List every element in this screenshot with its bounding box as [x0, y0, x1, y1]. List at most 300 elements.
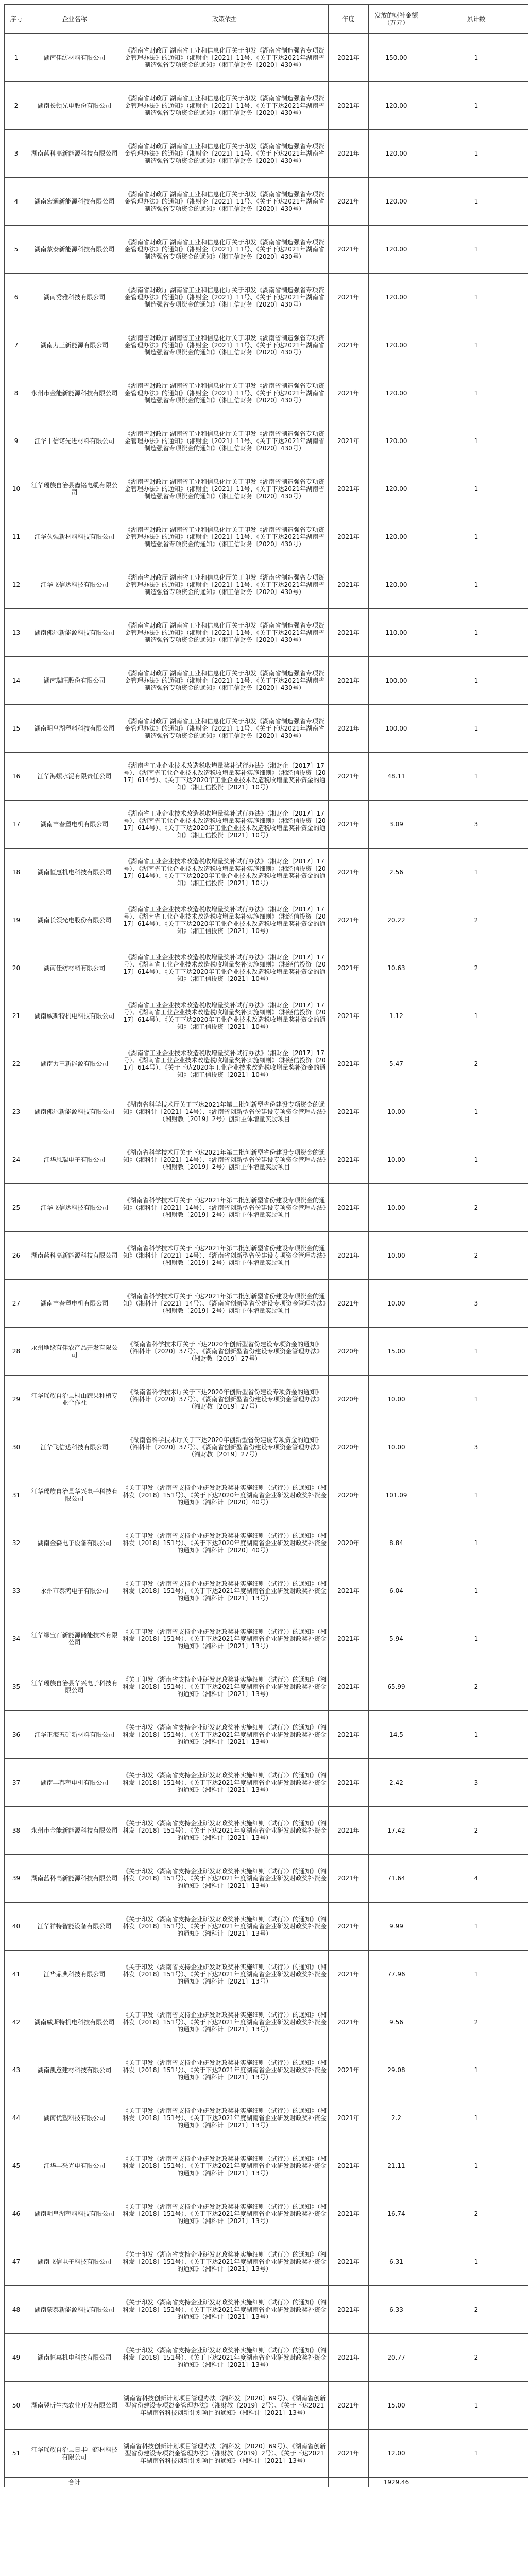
- policy-basis: 《湖南省科学技术厅关于下达2021年第二批创新型省份建设专项资金的通知》（湘科计〔2021〕14号）、《湖南省创新型省份建设专项资金管理办法》（湘财教〔2019〕2号）创新主体增量奖励项目: [121, 1280, 329, 1328]
- subsidy-amount: 10.00: [369, 1280, 424, 1328]
- cumulative-count: 3: [424, 1423, 528, 1471]
- policy-basis: 《湖南省财政厅 湖南省工业和信息化厅关于印发《湖南省制造强省专项资金管理办法》的通知》（湘财企〔2021〕11号、《关于下达2021年湖南省制造强省专项资金的通知》（湘工信财务〔2020〕430号）: [121, 34, 329, 82]
- table-row: [5, 226, 528, 274]
- company-name: 湖南翌昕生态农业开发有限公司: [28, 2382, 121, 2430]
- table-row: [5, 1519, 528, 1567]
- policy-basis: 《湖南省财政厅 湖南省工业和信息化厅关于印发《湖南省制造强省专项资金管理办法》的通知》（湘财企〔2021〕11号、《关于下达2021年湖南省制造强省专项资金的通知》（湘工信财务〔2020〕430号）: [121, 609, 329, 657]
- year: 2021年: [329, 513, 369, 561]
- row-index: 8: [5, 369, 28, 417]
- table-row: [5, 1328, 528, 1376]
- cumulative-count: 1: [424, 130, 528, 178]
- company-name: 湖南丰春塑电机有限公司: [28, 1759, 121, 1807]
- row-index: 9: [5, 417, 28, 465]
- year: 2021年: [329, 178, 369, 226]
- row-index: 48: [5, 2286, 28, 2334]
- subsidy-amount: 1.12: [369, 992, 424, 1040]
- company-name: 湖南明皇湖塑料科技有限公司: [28, 2190, 121, 2238]
- year: 2021年: [329, 2238, 369, 2286]
- subsidy-amount: 16.74: [369, 2190, 424, 2238]
- cumulative-count: 2: [424, 1663, 528, 1711]
- cumulative-count: 1: [424, 753, 528, 801]
- subsidy-amount: 120.00: [369, 417, 424, 465]
- row-index: 3: [5, 130, 28, 178]
- policy-basis: 《关于印发〈湖南省支持企业研发财政奖补实施细则（试行）〉的通知》（湘科发〔2018〕151号）、《关于下达2021年度湖南省企业研发财政奖补资金的通知》（湘科计〔2021〕13号）: [121, 1951, 329, 1998]
- subsidy-amount: 100.00: [369, 705, 424, 753]
- row-index: 5: [5, 226, 28, 274]
- year: 2021年: [329, 1136, 369, 1184]
- company-name: 湖南力王新能源有限公司: [28, 1040, 121, 1088]
- table-row: [5, 1951, 528, 1998]
- row-index: 43: [5, 2046, 28, 2094]
- subsidy-amount: 9.56: [369, 1998, 424, 2046]
- cumulative-count: 1: [424, 321, 528, 369]
- company-name: 江华飞信达科技有限公司: [28, 1423, 121, 1471]
- subsidy-amount: 65.99: [369, 1663, 424, 1711]
- year: 2021年: [329, 1567, 369, 1615]
- table-body: [5, 34, 528, 2478]
- policy-basis: 《湖南省工业企业技术改造税收增量奖补试行办法》（湘财企〔2017〕17号）、《湖南省工业企业技术改造税收增量奖补实施细则》（湘经信投资〔2017〕614号）、《关于下达2020年工业企业技术改造税收增量奖补资金的通知》（湘工信投资〔2021〕10号）: [121, 849, 329, 896]
- company-name: 湖南威斯特机电科技有限公司: [28, 992, 121, 1040]
- policy-basis: 《关于印发〈湖南省支持企业研发财政奖补实施细则（试行）〉的通知》（湘科发〔2018〕151号）、《关于下达2020年度湖南省企业研发财政奖补资金的通知》（湘科计〔2020〕40号）: [121, 1471, 329, 1519]
- row-index: 4: [5, 178, 28, 226]
- row-index: 34: [5, 1615, 28, 1663]
- table-row: [5, 1998, 528, 2046]
- company-name: 湖南丰春塑电机有限公司: [28, 801, 121, 849]
- policy-basis: 《湖南省财政厅 湖南省工业和信息化厅关于印发《湖南省制造强省专项资金管理办法》的通知》（湘财企〔2021〕11号、《关于下达2021年湖南省制造强省专项资金的通知》（湘工信财务〔2020〕430号）: [121, 130, 329, 178]
- cumulative-count: 1: [424, 465, 528, 513]
- cumulative-count: 2: [424, 2286, 528, 2334]
- subsidy-amount: 71.64: [369, 1855, 424, 1903]
- cumulative-count: 1: [424, 1328, 528, 1376]
- year: 2021年: [329, 417, 369, 465]
- table-row: [5, 178, 528, 226]
- company-name: 江华正海五矿新材料有限公司: [28, 1711, 121, 1759]
- year: 2021年: [329, 1232, 369, 1280]
- row-index: 50: [5, 2382, 28, 2430]
- total-basis-cell: [121, 2478, 329, 2487]
- table-row: [5, 1807, 528, 1855]
- row-index: 15: [5, 705, 28, 753]
- subsidy-amount: 15.00: [369, 2382, 424, 2430]
- company-name: 湖南蒙泰新能源科技有限公司: [28, 226, 121, 274]
- year: 2021年: [329, 657, 369, 705]
- table-row: [5, 944, 528, 992]
- year: 2021年: [329, 753, 369, 801]
- year: 2021年: [329, 2430, 369, 2478]
- cumulative-count: 1: [424, 1088, 528, 1136]
- cumulative-count: 1: [424, 1567, 528, 1615]
- subsidy-amount: 120.00: [369, 513, 424, 561]
- row-index: 26: [5, 1232, 28, 1280]
- table-row: [5, 417, 528, 465]
- header-row: [5, 5, 528, 34]
- subsidy-amount: 17.42: [369, 1807, 424, 1855]
- table-row: [5, 705, 528, 753]
- year: 2021年: [329, 130, 369, 178]
- table-row: [5, 561, 528, 609]
- subsidy-amount: 100.00: [369, 657, 424, 705]
- cumulative-count: 1: [424, 226, 528, 274]
- year: 2021年: [329, 1615, 369, 1663]
- cumulative-count: 2: [424, 1040, 528, 1088]
- year: 2021年: [329, 1759, 369, 1807]
- cumulative-count: 1: [424, 513, 528, 561]
- cumulative-count: 1: [424, 82, 528, 130]
- policy-basis: 《湖南省科学技术厅关于下达2020年创新型省份建设专项资金的通知》（湘科计〔2020〕37号）、《湖南省创新型省份建设专项资金管理办法》（湘财教〔2019〕27号）: [121, 1376, 329, 1423]
- policy-basis: 《关于印发〈湖南省支持企业研发财政奖补实施细则（试行）〉的通知》（湘科发〔2018〕151号）、《关于下达2021年度湖南省企业研发财政奖补资金的通知》（湘科计〔2021〕13号）: [121, 1567, 329, 1615]
- table-row: [5, 82, 528, 130]
- year: 2021年: [329, 849, 369, 896]
- year: 2021年: [329, 2046, 369, 2094]
- total-row: [5, 2478, 528, 2487]
- table-row: [5, 2286, 528, 2334]
- company-name: 江华瑶族自治县日丰中药材科技有限公司: [28, 2430, 121, 2478]
- row-index: 46: [5, 2190, 28, 2238]
- row-index: 51: [5, 2430, 28, 2478]
- company-name: 湖南明皇湖塑料科技有限公司: [28, 705, 121, 753]
- subsidy-amount: 2.56: [369, 849, 424, 896]
- company-name: 江华绿宝石新能源储能技术有限公司: [28, 1615, 121, 1663]
- company-name: 江华瑶族自治县华兴电子科技有限公司: [28, 1663, 121, 1711]
- year: 2021年: [329, 2286, 369, 2334]
- policy-basis: 《湖南省工业企业技术改造税收增量奖补试行办法》（湘财企〔2017〕17号）、《湖南省工业企业技术改造税收增量奖补实施细则》（湘经信投资〔2017〕614号）、《关于下达2020年工业企业技术改造税收增量奖补资金的通知》（湘工信投资〔2021〕10号）: [121, 992, 329, 1040]
- cumulative-count: 1: [424, 2430, 528, 2478]
- cumulative-count: 2: [424, 1232, 528, 1280]
- cumulative-count: 2: [424, 2334, 528, 2382]
- table-row: [5, 1232, 528, 1280]
- table-row: [5, 369, 528, 417]
- total-count-cell: [424, 2478, 528, 2487]
- company-name: 湖南佛尔新能源科技有限公司: [28, 609, 121, 657]
- company-name: 江华飞信达科技有限公司: [28, 561, 121, 609]
- year: 2021年: [329, 274, 369, 321]
- cumulative-count: 1: [424, 2382, 528, 2430]
- year: 2020年: [329, 1471, 369, 1519]
- cumulative-count: 1: [424, 561, 528, 609]
- header-year: 年度: [329, 5, 369, 34]
- cumulative-count: 1: [424, 1376, 528, 1423]
- table-row: [5, 657, 528, 705]
- subsidy-amount: 10.63: [369, 944, 424, 992]
- company-name: 湖南恒惠机电科技有限公司: [28, 849, 121, 896]
- year: 2021年: [329, 1998, 369, 2046]
- cumulative-count: 1: [424, 849, 528, 896]
- company-name: 湖南力王新能源有限公司: [28, 321, 121, 369]
- row-index: 45: [5, 2142, 28, 2190]
- cumulative-count: 1: [424, 992, 528, 1040]
- year: 2021年: [329, 321, 369, 369]
- cumulative-count: 2: [424, 1998, 528, 2046]
- subsidy-amount: 120.00: [369, 465, 424, 513]
- table-row: [5, 1855, 528, 1903]
- row-index: 11: [5, 513, 28, 561]
- company-name: 江华瑶族自治县鑫铭电缆有限公司: [28, 465, 121, 513]
- company-name: 湖南瑞旺股份有限公司: [28, 657, 121, 705]
- row-index: 17: [5, 801, 28, 849]
- row-index: 49: [5, 2334, 28, 2382]
- total-label: 合计: [28, 2478, 121, 2487]
- cumulative-count: 1: [424, 274, 528, 321]
- policy-basis: 《湖南省财政厅 湖南省工业和信息化厅关于印发《湖南省制造强省专项资金管理办法》的通知》（湘财企〔2021〕11号、《关于下达2021年湖南省制造强省专项资金的通知》（湘工信财务〔2020〕430号）: [121, 226, 329, 274]
- row-index: 30: [5, 1423, 28, 1471]
- subsidy-amount: 8.84: [369, 1519, 424, 1567]
- year: 2021年: [329, 1951, 369, 1998]
- subsidy-amount: 10.00: [369, 1088, 424, 1136]
- row-index: 33: [5, 1567, 28, 1615]
- policy-basis: 《关于印发〈湖南省支持企业研发财政奖补实施细则（试行）〉的通知》（湘科发〔2018〕151号）、《关于下达2021年度湖南省企业研发财政奖补资金的通知》（湘科计〔2021〕13号）: [121, 1903, 329, 1951]
- company-name: 永州市金能新能源科技有限公司: [28, 1807, 121, 1855]
- table-row: [5, 1040, 528, 1088]
- header-amount: 发放的财补金额（万元）: [369, 5, 424, 34]
- year: 2021年: [329, 1663, 369, 1711]
- table-row: [5, 34, 528, 82]
- policy-basis: 《湖南省财政厅 湖南省工业和信息化厅关于印发《湖南省制造强省专项资金管理办法》的通知》（湘财企〔2021〕11号、《关于下达2021年湖南省制造强省专项资金的通知》（湘工信财务〔2020〕430号）: [121, 561, 329, 609]
- cumulative-count: 2: [424, 944, 528, 992]
- subsidy-amount: 150.00: [369, 34, 424, 82]
- company-name: 湖南蓝科高新能源科技有限公司: [28, 1855, 121, 1903]
- table-row: [5, 2142, 528, 2190]
- year: 2021年: [329, 369, 369, 417]
- policy-basis: 《湖南省财政厅 湖南省工业和信息化厅关于印发《湖南省制造强省专项资金管理办法》的通知》（湘财企〔2021〕11号、《关于下达2021年湖南省制造强省专项资金的通知》（湘工信财务〔2020〕430号）: [121, 178, 329, 226]
- subsidy-amount: 77.96: [369, 1951, 424, 1998]
- table-row: [5, 2430, 528, 2478]
- cumulative-count: 1: [424, 1951, 528, 1998]
- row-index: 18: [5, 849, 28, 896]
- subsidy-amount: 120.00: [369, 561, 424, 609]
- cumulative-count: 1: [424, 1615, 528, 1663]
- year: 2021年: [329, 944, 369, 992]
- policy-basis: 湖南省科技创新计划项目管理办法（湘科发〔2020〕69号）、《湖南省创新型省份建设专项资金管理办法》（湘财教〔2019〕2号）、《关于下达2021年湖南省科技创新计划项目的通知》（湘科计〔2021〕13号）: [121, 2430, 329, 2478]
- year: 2021年: [329, 1184, 369, 1232]
- subsidy-amount: 12.00: [369, 2430, 424, 2478]
- company-name: 湖南丰春塑电机有限公司: [28, 1280, 121, 1328]
- row-index: 1: [5, 34, 28, 82]
- subsidy-amount: 9.99: [369, 1903, 424, 1951]
- policy-basis: 《关于印发〈湖南省支持企业研发财政奖补实施细则（试行）〉的通知》（湘科发〔2018〕151号）、《关于下达2021年度湖南省企业研发财政奖补资金的通知》（湘科计〔2021〕13号）: [121, 1759, 329, 1807]
- year: 2021年: [329, 226, 369, 274]
- subsidy-amount: 101.09: [369, 1471, 424, 1519]
- company-name: 湖南威斯特机电科技有限公司: [28, 1998, 121, 2046]
- table-row: [5, 849, 528, 896]
- cumulative-count: 1: [424, 369, 528, 417]
- cumulative-count: 1: [424, 1136, 528, 1184]
- policy-basis: 《湖南省科学技术厅关于下达2021年第二批创新型省份建设专项资金的通知》（湘科计〔2021〕14号）、《湖南省创新型省份建设专项资金管理办法》（湘财教〔2019〕2号）创新主体增量奖励项目: [121, 1088, 329, 1136]
- subsidy-amount: 120.00: [369, 274, 424, 321]
- table-row: [5, 2238, 528, 2286]
- policy-basis: 《湖南省财政厅 湖南省工业和信息化厅关于印发《湖南省制造强省专项资金管理办法》的通知》（湘财企〔2021〕11号、《关于下达2021年湖南省制造强省专项资金的通知》（湘工信财务〔2020〕430号）: [121, 274, 329, 321]
- policy-basis: 《湖南省工业企业技术改造税收增量奖补试行办法》（湘财企〔2017〕17号）、《湖南省工业企业技术改造税收增量奖补实施细则》（湘经信投资〔2017〕614号）、《关于下达2020年工业企业技术改造税收增量奖补资金的通知》（湘工信投资〔2021〕10号）: [121, 896, 329, 944]
- year: 2021年: [329, 705, 369, 753]
- company-name: 湖南优塑科技有限公司: [28, 2094, 121, 2142]
- policy-basis: 《关于印发〈湖南省支持企业研发财政奖补实施细则（试行）〉的通知》（湘科发〔2018〕151号）、《关于下达2020年度湖南省企业研发财政奖补资金的通知》（湘科计〔2020〕40号）: [121, 1519, 329, 1567]
- subsidy-amount: 29.08: [369, 2046, 424, 2094]
- year: 2021年: [329, 1855, 369, 1903]
- row-index: 31: [5, 1471, 28, 1519]
- subsidy-amount: 10.00: [369, 1184, 424, 1232]
- cumulative-count: 2: [424, 1184, 528, 1232]
- policy-basis: 《关于印发〈湖南省支持企业研发财政奖补实施细则（试行）〉的通知》（湘科发〔2018〕151号）、《关于下达2021年度湖南省企业研发财政奖补资金的通知》（湘科计〔2021〕13号）: [121, 1615, 329, 1663]
- year: 2021年: [329, 609, 369, 657]
- cumulative-count: 1: [424, 2142, 528, 2190]
- company-name: 永州市金能新能源科技有限公司: [28, 369, 121, 417]
- subsidy-amount: 20.22: [369, 896, 424, 944]
- company-name: 湖南佛尔新能源科技有限公司: [28, 1088, 121, 1136]
- cumulative-count: 1: [424, 2094, 528, 2142]
- subsidy-amount: 15.00: [369, 1328, 424, 1376]
- row-index: 23: [5, 1088, 28, 1136]
- policy-basis: 《湖南省科学技术厅关于下达2020年创新型省份建设专项资金的通知》（湘科计〔2020〕37号）、《湖南省创新型省份建设专项资金管理办法》（湘财教〔2019〕27号）: [121, 1328, 329, 1376]
- company-name: 江华久强新材料科技有限公司: [28, 513, 121, 561]
- subsidy-amount: 5.47: [369, 1040, 424, 1088]
- subsidy-table: [4, 4, 528, 2487]
- table-row: [5, 1615, 528, 1663]
- header-idx: 序号: [5, 5, 28, 34]
- cumulative-count: 1: [424, 2238, 528, 2286]
- table-row: [5, 1567, 528, 1615]
- policy-basis: 《湖南省财政厅 湖南省工业和信息化厅关于印发《湖南省制造强省专项资金管理办法》的通知》（湘财企〔2021〕11号、《关于下达2021年湖南省制造强省专项资金的通知》（湘工信财务〔2020〕430号）: [121, 513, 329, 561]
- total-amount: 1929.46: [369, 2478, 424, 2487]
- policy-basis: 《关于印发〈湖南省支持企业研发财政奖补实施细则（试行）〉的通知》（湘科发〔2018〕151号）、《关于下达2021年度湖南省企业研发财政奖补资金的通知》（湘科计〔2021〕13号）: [121, 2334, 329, 2382]
- subsidy-amount: 120.00: [369, 130, 424, 178]
- company-name: 江华恩瑞电子有限公司: [28, 1136, 121, 1184]
- subsidy-amount: 120.00: [369, 82, 424, 130]
- policy-basis: 《湖南省财政厅 湖南省工业和信息化厅关于印发《湖南省制造强省专项资金管理办法》的通知》（湘财企〔2021〕11号、《关于下达2021年湖南省制造强省专项资金的通知》（湘工信财务〔2020〕430号）: [121, 321, 329, 369]
- policy-basis: 《关于印发〈湖南省支持企业研发财政奖补实施细则（试行）〉的通知》（湘科发〔2018〕151号）、《关于下达2021年度湖南省企业研发财政奖补资金的通知》（湘科计〔2021〕13号）: [121, 2286, 329, 2334]
- year: 2021年: [329, 561, 369, 609]
- year: 2020年: [329, 1328, 369, 1376]
- policy-basis: 《关于印发〈湖南省支持企业研发财政奖补实施细则（试行）〉的通知》（湘科发〔2018〕151号）、《关于下达2021年度湖南省企业研发财政奖补资金的通知》（湘科计〔2021〕13号）: [121, 2190, 329, 2238]
- cumulative-count: 1: [424, 178, 528, 226]
- policy-basis: 湖南省科技创新计划项目管理办法（湘科发〔2020〕69号）、《湖南省创新型省份建设专项资金管理办法》（湘财教〔2019〕2号）、《关于下达2021年湖南省科技创新计划项目的通知》（湘科计〔2021〕13号）: [121, 2382, 329, 2430]
- company-name: 江华海螺水泥有限责任公司: [28, 753, 121, 801]
- row-index: 16: [5, 753, 28, 801]
- policy-basis: 《湖南省科学技术厅关于下达2021年第二批创新型省份建设专项资金的通知》（湘科计〔2021〕14号）、《湖南省创新型省份建设专项资金管理办法》（湘财教〔2019〕2号）创新主体增量奖励项目: [121, 1232, 329, 1280]
- policy-basis: 《湖南省财政厅 湖南省工业和信息化厅关于印发《湖南省制造强省专项资金管理办法》的通知》（湘财企〔2021〕11号、《关于下达2021年湖南省制造强省专项资金的通知》（湘工信财务〔2020〕430号）: [121, 465, 329, 513]
- row-index: 40: [5, 1903, 28, 1951]
- policy-basis: 《湖南省工业企业技术改造税收增量奖补试行办法》（湘财企〔2017〕17号）、《湖南省工业企业技术改造税收增量奖补实施细则》（湘经信投资〔2017〕614号）、《关于下达2020年工业企业技术改造税收增量奖补资金的通知》（湘工信投资〔2021〕10号）: [121, 753, 329, 801]
- header-basis: 政策依据: [121, 5, 329, 34]
- row-index: 28: [5, 1328, 28, 1376]
- table-row: [5, 2382, 528, 2430]
- cumulative-count: 3: [424, 1280, 528, 1328]
- company-name: 江华鼎典科技有限公司: [28, 1951, 121, 1998]
- company-name: 湖南飞信电子科技有限公司: [28, 2238, 121, 2286]
- company-name: 湖南蓝科高新能源科技有限公司: [28, 130, 121, 178]
- company-name: 湖南凯意建材科技有限公司: [28, 2046, 121, 2094]
- row-index: 19: [5, 896, 28, 944]
- row-index: 24: [5, 1136, 28, 1184]
- policy-basis: 《关于印发〈湖南省支持企业研发财政奖补实施细则（试行）〉的通知》（湘科发〔2018〕151号）、《关于下达2021年度湖南省企业研发财政奖补资金的通知》（湘科计〔2021〕13号）: [121, 2238, 329, 2286]
- subsidy-amount: 6.33: [369, 2286, 424, 2334]
- row-index: 38: [5, 1807, 28, 1855]
- table-row: [5, 801, 528, 849]
- table-footer: [5, 2478, 528, 2487]
- row-index: 35: [5, 1663, 28, 1711]
- row-index: 42: [5, 1998, 28, 2046]
- cumulative-count: 1: [424, 657, 528, 705]
- year: 2020年: [329, 1423, 369, 1471]
- table-row: [5, 753, 528, 801]
- row-index: 10: [5, 465, 28, 513]
- company-name: 湖南金森电子设备有限公司: [28, 1519, 121, 1567]
- company-name: 湖南佳纺材料有限公司: [28, 944, 121, 992]
- company-name: 湖南蒙泰新能源科技有限公司: [28, 2286, 121, 2334]
- company-name: 湖南恒惠机电科技有限公司: [28, 2334, 121, 2382]
- cumulative-count: 1: [424, 2046, 528, 2094]
- table-row: [5, 513, 528, 561]
- total-year-cell: [329, 2478, 369, 2487]
- policy-basis: 《湖南省工业企业技术改造税收增量奖补试行办法》（湘财企〔2017〕17号）、《湖南省工业企业技术改造税收增量奖补实施细则》（湘经信投资〔2017〕614号）、《关于下达2020年工业企业技术改造税收增量奖补资金的通知》（湘工信投资〔2021〕10号）: [121, 801, 329, 849]
- table-row: [5, 1136, 528, 1184]
- header-count: 累计数: [424, 5, 528, 34]
- cumulative-count: 1: [424, 417, 528, 465]
- year: 2020年: [329, 1376, 369, 1423]
- cumulative-count: 3: [424, 1759, 528, 1807]
- cumulative-count: 3: [424, 801, 528, 849]
- year: 2021年: [329, 82, 369, 130]
- subsidy-amount: 21.11: [369, 2142, 424, 2190]
- table-row: [5, 1471, 528, 1519]
- table-row: [5, 1711, 528, 1759]
- row-index: 7: [5, 321, 28, 369]
- row-index: 14: [5, 657, 28, 705]
- policy-basis: 《关于印发〈湖南省支持企业研发财政奖补实施细则（试行）〉的通知》（湘科发〔2018〕151号）、《关于下达2021年度湖南省企业研发财政奖补资金的通知》（湘科计〔2021〕13号）: [121, 2046, 329, 2094]
- row-index: 21: [5, 992, 28, 1040]
- subsidy-amount: 120.00: [369, 369, 424, 417]
- policy-basis: 《湖南省财政厅 湖南省工业和信息化厅关于印发《湖南省制造强省专项资金管理办法》的通知》（湘财企〔2021〕11号、《关于下达2021年湖南省制造强省专项资金的通知》（湘工信财务〔2020〕430号）: [121, 657, 329, 705]
- table-row: [5, 321, 528, 369]
- company-name: 江华祥特智能设备有限公司: [28, 1903, 121, 1951]
- policy-basis: 《湖南省科学技术厅关于下达2021年第二批创新型省份建设专项资金的通知》（湘科计〔2021〕14号）、《湖南省创新型省份建设专项资金管理办法》（湘财教〔2019〕2号）创新主体增量奖励项目: [121, 1136, 329, 1184]
- year: 2021年: [329, 896, 369, 944]
- table-row: [5, 130, 528, 178]
- row-index: 39: [5, 1855, 28, 1903]
- year: 2021年: [329, 2190, 369, 2238]
- row-index: 37: [5, 1759, 28, 1807]
- row-index: 29: [5, 1376, 28, 1423]
- subsidy-amount: 2.2: [369, 2094, 424, 2142]
- year: 2021年: [329, 2094, 369, 2142]
- policy-basis: 《湖南省工业企业技术改造税收增量奖补试行办法》（湘财企〔2017〕17号）、《湖南省工业企业技术改造税收增量奖补实施细则》（湘经信投资〔2017〕614号）、《关于下达2020年工业企业技术改造税收增量奖补资金的通知》（湘工信投资〔2021〕10号）: [121, 944, 329, 992]
- year: 2021年: [329, 34, 369, 82]
- cumulative-count: 2: [424, 1807, 528, 1855]
- subsidy-amount: 14.5: [369, 1711, 424, 1759]
- table-row: [5, 1759, 528, 1807]
- table-row: [5, 465, 528, 513]
- company-name: 湖南秀雅科技有限公司: [28, 274, 121, 321]
- cumulative-count: 1: [424, 34, 528, 82]
- cumulative-count: 1: [424, 1903, 528, 1951]
- row-index: 12: [5, 561, 28, 609]
- policy-basis: 《关于印发〈湖南省支持企业研发财政奖补实施细则（试行）〉的通知》（湘科发〔2018〕151号）、《关于下达2021年度湖南省企业研发财政奖补资金的通知》（湘科计〔2021〕13号）: [121, 1998, 329, 2046]
- total-idx-cell: [5, 2478, 28, 2487]
- table-row: [5, 1280, 528, 1328]
- row-index: 22: [5, 1040, 28, 1088]
- company-name: 湖南长领光电股份有限公司: [28, 82, 121, 130]
- subsidy-amount: 6.04: [369, 1567, 424, 1615]
- subsidy-amount: 6.31: [369, 2238, 424, 2286]
- cumulative-count: 2: [424, 2190, 528, 2238]
- subsidy-amount: 20.77: [369, 2334, 424, 2382]
- cumulative-count: 1: [424, 1471, 528, 1519]
- subsidy-amount: 120.00: [369, 226, 424, 274]
- year: 2021年: [329, 2382, 369, 2430]
- table-row: [5, 2046, 528, 2094]
- company-name: 江华飞信达科技有限公司: [28, 1184, 121, 1232]
- row-index: 47: [5, 2238, 28, 2286]
- subsidy-amount: 120.00: [369, 178, 424, 226]
- row-index: 44: [5, 2094, 28, 2142]
